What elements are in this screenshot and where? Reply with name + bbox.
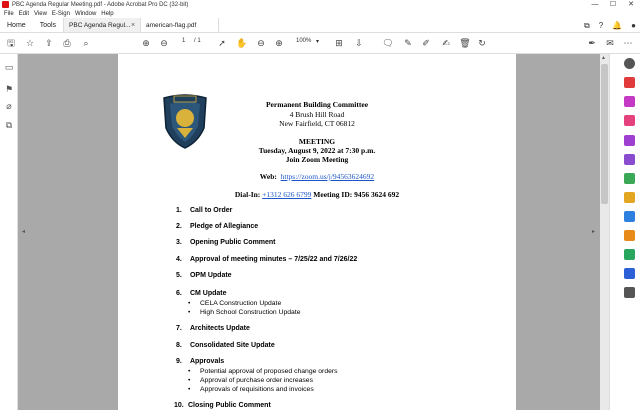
agenda-label: Architects Update xyxy=(189,325,250,332)
sign-icon[interactable]: ✒ xyxy=(588,38,596,48)
bookmarks-icon[interactable]: ⚑ xyxy=(4,84,14,94)
web-label: Web: xyxy=(259,172,277,181)
protect-tool-icon[interactable] xyxy=(624,268,635,279)
find-icon[interactable]: ⌕ xyxy=(83,38,89,48)
menu-file[interactable]: File xyxy=(4,10,14,17)
combine-files-tool-icon[interactable] xyxy=(624,135,635,146)
menu-window[interactable]: Window xyxy=(74,10,97,17)
window-controls xyxy=(586,0,640,9)
document-tab-pbc-agenda[interactable] xyxy=(63,18,141,32)
right-tools-pane xyxy=(609,54,640,410)
agenda-label: Call to Order xyxy=(189,207,233,214)
page-thumbnails-icon[interactable]: ▭ xyxy=(4,62,14,72)
delete-icon[interactable]: 🗑 xyxy=(459,38,471,48)
vertical-scrollbar[interactable] xyxy=(600,54,609,410)
agenda-label: Closing Public Comment xyxy=(187,402,271,409)
notifications-icon[interactable]: 🔔 xyxy=(612,21,623,30)
collapse-left-pane-chevron-icon[interactable]: ◂ xyxy=(22,229,26,235)
agenda-label: CM Update xyxy=(189,290,227,297)
agenda-label: Approvals xyxy=(189,358,225,365)
agenda-label: Consolidated Site Update xyxy=(189,342,275,349)
edit-pdf-tool-icon[interactable] xyxy=(624,115,635,126)
pen-icon[interactable]: ✎ xyxy=(404,38,412,48)
send-comments-tool-icon[interactable] xyxy=(624,230,635,241)
document-tab-label: american-flag.pdf xyxy=(146,21,197,29)
agenda-number: 3. xyxy=(176,239,182,246)
cm-subitem: • High School Construction Update xyxy=(200,309,301,316)
agenda-number: 8. xyxy=(176,342,182,349)
hand-tool-icon[interactable]: ✋ xyxy=(236,38,248,48)
zoom-web-link[interactable]: https://zoom.us/j/94563624692 xyxy=(280,172,375,181)
document-viewer[interactable] xyxy=(18,54,600,410)
left-navigation-pane xyxy=(0,54,18,410)
collapse-right-pane-chevron-icon[interactable]: ▸ xyxy=(592,229,596,235)
tab-home[interactable]: Home xyxy=(7,21,26,29)
agenda-item xyxy=(176,290,227,297)
highlight-icon[interactable]: ✐ xyxy=(422,38,430,48)
maximize-button[interactable]: ☐ xyxy=(609,1,617,8)
minimize-button[interactable]: — xyxy=(591,1,599,8)
dial-in-label: Dial-In: xyxy=(234,190,261,199)
menu-edit[interactable]: Edit xyxy=(18,10,30,17)
agenda-number: 10. xyxy=(174,402,184,409)
agenda-number: 2. xyxy=(176,223,182,230)
menu-help[interactable]: Help xyxy=(101,10,114,17)
layers-icon[interactable]: ⧉ xyxy=(5,120,13,130)
stamp-icon[interactable]: ✍ xyxy=(442,38,450,48)
document-tab-label: PBC Agenda Regul... xyxy=(69,21,131,29)
scroll-mode-icon[interactable]: ⇩ xyxy=(355,38,363,48)
close-window-button[interactable]: ✕ xyxy=(628,1,634,8)
menu-esign[interactable]: E-Sign xyxy=(51,10,70,17)
agenda-item xyxy=(174,402,271,409)
meeting-heading: MEETING xyxy=(298,137,336,146)
agenda-item xyxy=(176,325,250,332)
attachments-icon[interactable]: ⌀ xyxy=(6,101,12,111)
agenda-item xyxy=(176,256,357,263)
select-cursor-icon[interactable]: ➚ xyxy=(218,38,226,48)
account-icon[interactable]: ● xyxy=(631,21,636,30)
agenda-number: 7. xyxy=(176,325,182,332)
zoom-in-icon[interactable]: ⊕ xyxy=(275,38,283,48)
print-production-tool-icon[interactable] xyxy=(624,249,635,260)
agenda-item xyxy=(176,207,232,214)
scroll-up-arrow-icon[interactable]: ▲ xyxy=(601,55,606,61)
previous-page-icon[interactable]: ⊕ xyxy=(142,38,150,48)
page-number-input[interactable]: 1 xyxy=(182,38,186,44)
scrollbar-thumb[interactable] xyxy=(601,64,608,204)
scan-ocr-tool-icon[interactable] xyxy=(624,173,635,184)
window-title: PBC Agenda Regular Meeting.pdf - Adobe Acrobat Pro DC (32-bit) xyxy=(12,1,189,8)
approval-subitem: • Approvals of requisitions and invoices xyxy=(200,386,314,393)
join-zoom-text: Join Zoom Meeting xyxy=(285,155,349,164)
zoom-level-select[interactable]: 100% xyxy=(296,38,312,44)
print-icon[interactable]: ⎙ xyxy=(63,38,71,48)
acrobat-icon xyxy=(2,1,9,8)
agenda-number: 9. xyxy=(176,358,182,365)
pdf-page xyxy=(118,54,516,410)
bookmark-star-icon[interactable]: ☆ xyxy=(25,38,35,48)
create-pdf-tool-icon[interactable] xyxy=(624,96,635,107)
more-tools-icon[interactable] xyxy=(624,287,635,298)
agenda-number: 6. xyxy=(176,290,182,297)
save-icon[interactable]: 🖫 xyxy=(7,38,15,48)
agenda-label: OPM Update xyxy=(189,272,232,279)
rotate-icon[interactable]: ↻ xyxy=(478,38,486,48)
help-icon[interactable]: ? xyxy=(598,21,604,30)
committee-name: Permanent Building Committee xyxy=(265,100,369,109)
dial-in-line xyxy=(118,190,516,199)
tab-tools[interactable]: Tools xyxy=(39,21,57,29)
tab-bar-actions xyxy=(584,18,636,33)
agenda-item xyxy=(176,342,275,349)
zoom-out-icon[interactable]: ⊖ xyxy=(257,38,265,48)
page-fit-icon[interactable]: ⊞ xyxy=(335,38,343,48)
agenda-number: 4. xyxy=(176,256,182,263)
meeting-date: Tuesday, August 9, 2022 at 7:30 p.m. xyxy=(258,146,376,155)
menu-bar xyxy=(0,9,640,18)
agenda-number: 5. xyxy=(176,272,182,279)
agenda-label: Approval of meeting minutes – 7/25/22 and 7/26/22 xyxy=(189,256,358,263)
menu-view[interactable]: View xyxy=(34,10,47,17)
fill-sign-tool-icon[interactable] xyxy=(624,211,635,222)
agenda-label: Pledge of Allegiance xyxy=(189,223,259,230)
cm-subitem: • CELA Construction Update xyxy=(200,300,281,307)
agenda-number: 1. xyxy=(176,207,182,214)
address-line-1: 4 Brush Hill Road xyxy=(289,110,345,119)
approval-subitem: • Potential approval of proposed change orders xyxy=(200,368,338,375)
agenda-item xyxy=(176,358,224,365)
organize-pages-tool-icon[interactable] xyxy=(624,154,635,165)
dial-in-number-link[interactable]: +1312 626 6799 xyxy=(262,190,312,199)
comment-icon[interactable]: 🗨 xyxy=(382,38,394,48)
next-page-icon[interactable]: ⊖ xyxy=(160,38,168,48)
web-line xyxy=(118,172,516,181)
close-tab-icon[interactable]: × xyxy=(130,21,136,29)
tab-bar xyxy=(0,18,640,33)
agenda-item xyxy=(176,223,258,230)
comment-tool-icon[interactable] xyxy=(624,192,635,203)
upload-icon[interactable]: ⇪ xyxy=(45,38,53,48)
zoom-dropdown-chevron-icon[interactable]: ▾ xyxy=(316,39,320,45)
more-tools-icon[interactable]: ⋯ xyxy=(623,38,633,48)
agenda-label: Opening Public Comment xyxy=(189,239,276,246)
share-screen-icon[interactable]: ⧉ xyxy=(584,20,590,30)
meeting-id: Meeting ID: 9456 3624 692 xyxy=(313,190,400,199)
document-tab-american-flag[interactable] xyxy=(141,18,219,32)
title-bar xyxy=(0,0,640,9)
email-icon[interactable]: ✉ xyxy=(606,38,614,48)
agenda-item xyxy=(176,272,232,279)
page-total: / 1 xyxy=(194,38,201,44)
approval-subitem: • Approval of purchase order increases xyxy=(200,377,313,384)
toolbar xyxy=(0,33,640,54)
agenda-item xyxy=(176,239,276,246)
address-line-2: New Fairfield, CT 06812 xyxy=(279,119,355,128)
export-pdf-tool-icon[interactable] xyxy=(624,77,635,88)
search-tool-icon[interactable] xyxy=(624,58,635,69)
